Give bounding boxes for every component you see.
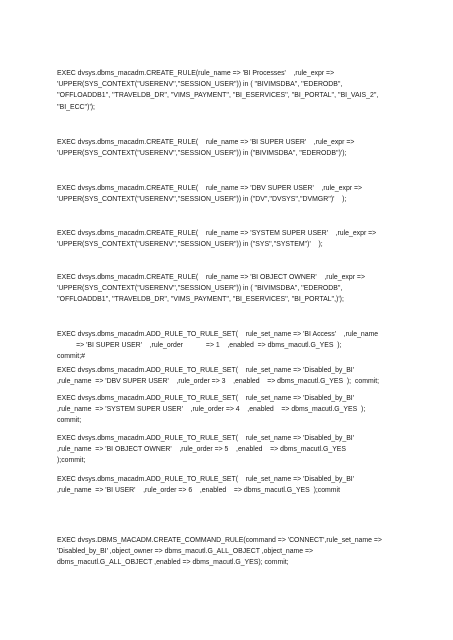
text-line: ''OFFLOADDB1'', ''TRAVELDB_DR'', ''VIMS_PAYMENT'', ''BI_ESERVICES'', ''BI_PORTAL'', ''BI_VAIS_2'',: [57, 92, 379, 100]
text-line: EXEC dvsys.DBMS_MACADM.CREATE_COMMAND_RULE(command => 'CONNECT',rule_set_name =>: [57, 537, 382, 544]
text-line: ,rule_name => 'SYSTEM SUPER USER' ,rule_order => 4 ,enabled => dbms_macutl.G_YES );: [57, 406, 366, 414]
text-line: );commit;: [57, 457, 86, 465]
add-rule-system-super-user: [57, 393, 407, 427]
text-line: 'UPPER(SYS_CONTEXT(''USERENV'',''SESSION_USER'')) in (''BIVIMSDBA'', ''EDERODB'')');: [57, 150, 347, 158]
create-command-rule-connect: [57, 535, 407, 569]
text-line: EXEC dvsys.dbms_macadm.ADD_RULE_TO_RULE_SET( rule_set_name => 'BI Access' ,rule_name: [57, 331, 379, 338]
text-line: EXEC dvsys.dbms_macadm.ADD_RULE_TO_RULE_SET( rule_set_name => 'Disabled_by_BI': [57, 367, 355, 374]
text-line: 'UPPER(SYS_CONTEXT(''USERENV'',''SESSION_USER'')) in ( ''BIVIMSDBA'', ''EDERODB'',: [57, 81, 343, 89]
text-line: 'Disabled_by_BI' ,object_owner => dbms_macutl.G_ALL_OBJECT ,object_name =>: [57, 548, 314, 556]
text-line: EXEC dvsys.dbms_macadm.CREATE_RULE( rule_name => 'SYSTEM SUPER USER' ,rule_expr =>: [57, 230, 377, 237]
text-line: ''BI_ECC'')');: [57, 103, 95, 111]
create-rule-bi-object-owner: [57, 272, 407, 306]
text-line: 'UPPER(SYS_CONTEXT(''USERENV'',''SESSION_USER'')) in (''SYS'',''SYSTEM'')' );: [57, 241, 323, 249]
create-rule-system-super-user: [57, 228, 407, 250]
text-line: EXEC dvsys.dbms_macadm.CREATE_RULE(rule_name => 'BI Processes' ,rule_expr =>: [57, 70, 335, 77]
text-line: ,rule_name => 'BI USER' ,rule_order => 6 ,enabled => dbms_macutl.G_YES );commit: [57, 487, 340, 495]
text-line: dbms_macutl.G_ALL_OBJECT ,enabled => dbms_macutl.G_YES); commit;: [57, 559, 289, 567]
add-rule-bi-user: [57, 474, 407, 496]
text-line: EXEC dvsys.dbms_macadm.ADD_RULE_TO_RULE_SET( rule_set_name => 'Disabled_by_BI': [57, 395, 355, 402]
text-line: EXEC dvsys.dbms_macadm.ADD_RULE_TO_RULE_SET( rule_set_name => 'Disabled_by_BI': [57, 476, 355, 483]
add-rule-bi-object-owner: [57, 433, 407, 467]
add-rule-dbv-super-user: [57, 365, 407, 387]
text-line: ,rule_name => 'DBV SUPER USER' ,rule_order => 3 ,enabled => dbms_macutl.G_YES ); commit;: [57, 378, 380, 386]
text-line: EXEC dvsys.dbms_macadm.CREATE_RULE( rule_name => 'DBV SUPER USER' ,rule_expr =>: [57, 185, 363, 192]
text-line: ''OFFLOADDB1'', ''TRAVELDB_DR'', ''VIMS_PAYMENT'', ''BI_ESERVICES'', ''BI_PORTAL'',)');: [57, 296, 344, 304]
add-rule-bi-access: [57, 329, 407, 363]
text-line: 'UPPER(SYS_CONTEXT(''USERENV'',''SESSION_USER'')) in ( ''BIVIMSDBA'', ''EDERODB'',: [57, 285, 343, 293]
create-rule-dbv-super-user: [57, 183, 407, 205]
create-rule-bi-super-user: [57, 137, 407, 159]
text-line: EXEC dvsys.dbms_macadm.CREATE_RULE( rule_name => 'BI SUPER USER' ,rule_expr =>: [57, 139, 355, 146]
text-line: EXEC dvsys.dbms_macadm.ADD_RULE_TO_RULE_SET( rule_set_name => 'Disabled_by_BI': [57, 435, 355, 442]
text-line: commit;#: [57, 353, 85, 361]
text-line: => 'BI SUPER USER' ,rule_order => 1 ,enabled => dbms_macutl.G_YES );: [57, 342, 342, 350]
text-line: ,rule_name => 'BI OBJECT OWNER' ,rule_order => 5 ,enabled => dbms_macutl.G_YES: [57, 446, 346, 454]
text-line: EXEC dvsys.dbms_macadm.CREATE_RULE( rule_name => 'BI OBJECT OWNER' ,rule_expr =>: [57, 274, 365, 281]
create-rule-bi-processes: [57, 68, 407, 113]
text-line: commit;: [57, 417, 82, 425]
text-line: 'UPPER(SYS_CONTEXT(''USERENV'',''SESSION_USER'')) in (''DV'',''DVSYS'',''DVMGR'')' );: [57, 196, 347, 204]
